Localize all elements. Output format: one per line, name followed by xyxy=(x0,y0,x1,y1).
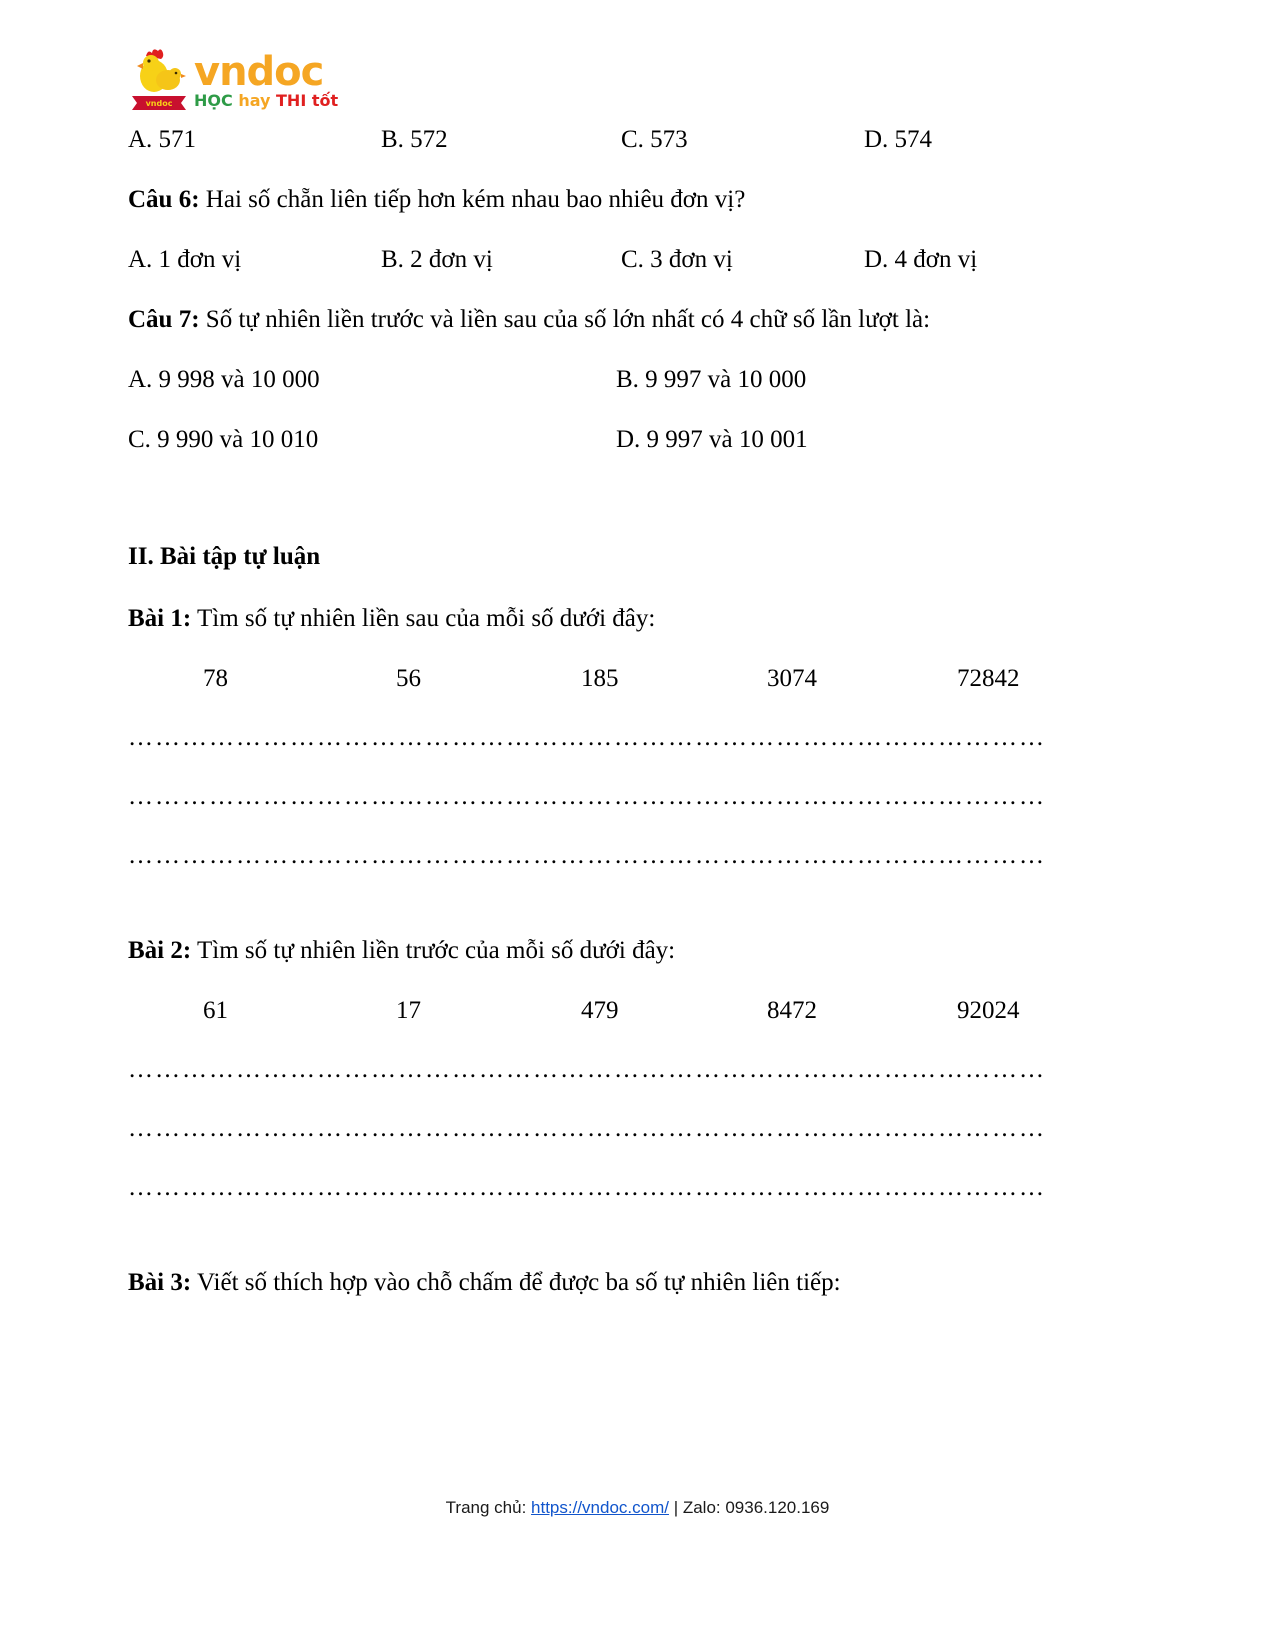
exercise-1-number: 56 xyxy=(396,665,421,692)
exercise-3-label: Bài 3: xyxy=(128,1269,192,1296)
q6-option-c: C. 3 đơn vị xyxy=(621,246,733,273)
footer-suffix: | Zalo: 0936.120.169 xyxy=(668,1498,830,1517)
exercise-3 xyxy=(128,1267,1093,1298)
exercise-2-numbers xyxy=(128,995,1093,1026)
exercise-2-number: 92024 xyxy=(957,997,1020,1024)
question-5-options xyxy=(128,124,1093,155)
exercise-2-number: 17 xyxy=(396,997,421,1024)
logo-wordmark xyxy=(194,49,339,112)
svg-text:vndoc: vndoc xyxy=(145,99,173,108)
question-6-text: Hai số chẵn liên tiếp hơn kém nhau bao nhiêu đơn vị? xyxy=(199,186,746,213)
tagline-tot: tốt xyxy=(311,91,339,110)
exercise-3-text: Viết số thích hợp vào chỗ chấm để được ba số tự nhiên liên tiếp: xyxy=(191,1269,841,1296)
spacer xyxy=(128,1203,1093,1267)
q7-option-c: C. 9 990 và 10 010 xyxy=(128,426,319,453)
answer-line: ………………………………………………………………………………………… xyxy=(128,842,1046,869)
exercise-1-number: 3074 xyxy=(767,665,817,692)
footer-prefix: Trang chủ: xyxy=(445,1498,532,1517)
page-footer xyxy=(0,1497,1275,1519)
q5-option-d: D. 574 xyxy=(864,126,933,153)
exercise-1-number: 185 xyxy=(581,665,619,692)
exercise-1-number: 78 xyxy=(203,665,228,692)
tagline-hay: hay xyxy=(238,91,271,110)
document-content xyxy=(128,40,1093,1327)
question-7-label: Câu 7: xyxy=(128,306,200,333)
answer-line: ………………………………………………………………………………………… xyxy=(128,1174,1046,1201)
question-7-options-row-1 xyxy=(128,364,1093,395)
exercise-2-number: 61 xyxy=(203,997,228,1024)
logo-word: vndoc xyxy=(194,49,324,95)
q5-option-c: C. 573 xyxy=(621,126,688,153)
question-6-label: Câu 6: xyxy=(128,186,200,213)
q6-option-a: A. 1 đơn vị xyxy=(128,246,242,273)
q7-option-a: A. 9 998 và 10 000 xyxy=(128,366,320,393)
exercise-1-number: 72842 xyxy=(957,665,1020,692)
answer-line: ………………………………………………………………………………………… xyxy=(128,1056,1046,1083)
vndoc-logo xyxy=(128,40,1093,112)
question-7-options-row-2 xyxy=(128,424,1093,455)
answer-line: ………………………………………………………………………………………… xyxy=(128,724,1046,751)
spacer xyxy=(128,871,1093,935)
chicken-mascot-icon xyxy=(128,46,190,112)
question-7-text: Số tự nhiên liền trước và liền sau của số lớn nhất có 4 chữ số lần lượt là: xyxy=(199,306,931,333)
exercise-2-number: 479 xyxy=(581,997,619,1024)
q6-option-b: B. 2 đơn vị xyxy=(381,246,493,273)
tagline-thi: THI xyxy=(276,91,307,110)
q7-option-b: B. 9 997 và 10 000 xyxy=(616,366,807,393)
q5-option-a: A. 571 xyxy=(128,126,197,153)
q7-option-d: D. 9 997 và 10 001 xyxy=(616,426,808,453)
footer-website-link[interactable]: https://vndoc.com/ xyxy=(531,1498,669,1517)
question-6 xyxy=(128,184,1093,215)
question-6-options xyxy=(128,244,1093,275)
logo-tagline xyxy=(194,92,338,110)
exercise-1-label: Bài 1: xyxy=(128,605,192,632)
answer-line: ………………………………………………………………………………………… xyxy=(128,1115,1046,1142)
exercise-1-text: Tìm số tự nhiên liền sau của mỗi số dưới đây: xyxy=(191,605,656,632)
exercise-1-numbers xyxy=(128,663,1093,694)
exercise-2-number: 8472 xyxy=(767,997,817,1024)
question-7 xyxy=(128,304,1093,335)
answer-line: ………………………………………………………………………………………… xyxy=(128,783,1046,810)
q6-option-d: D. 4 đơn vị xyxy=(864,246,978,273)
q5-option-b: B. 572 xyxy=(381,126,448,153)
exercise-1 xyxy=(128,603,1093,634)
exercise-2-label: Bài 2: xyxy=(128,937,192,964)
section-heading-essay: II. Bài tập tự luận xyxy=(128,543,321,570)
exercise-2 xyxy=(128,935,1093,966)
tagline-hoc: HỌC xyxy=(194,91,233,110)
exercise-2-text: Tìm số tự nhiên liền trước của mỗi số dưới đây: xyxy=(191,937,676,964)
